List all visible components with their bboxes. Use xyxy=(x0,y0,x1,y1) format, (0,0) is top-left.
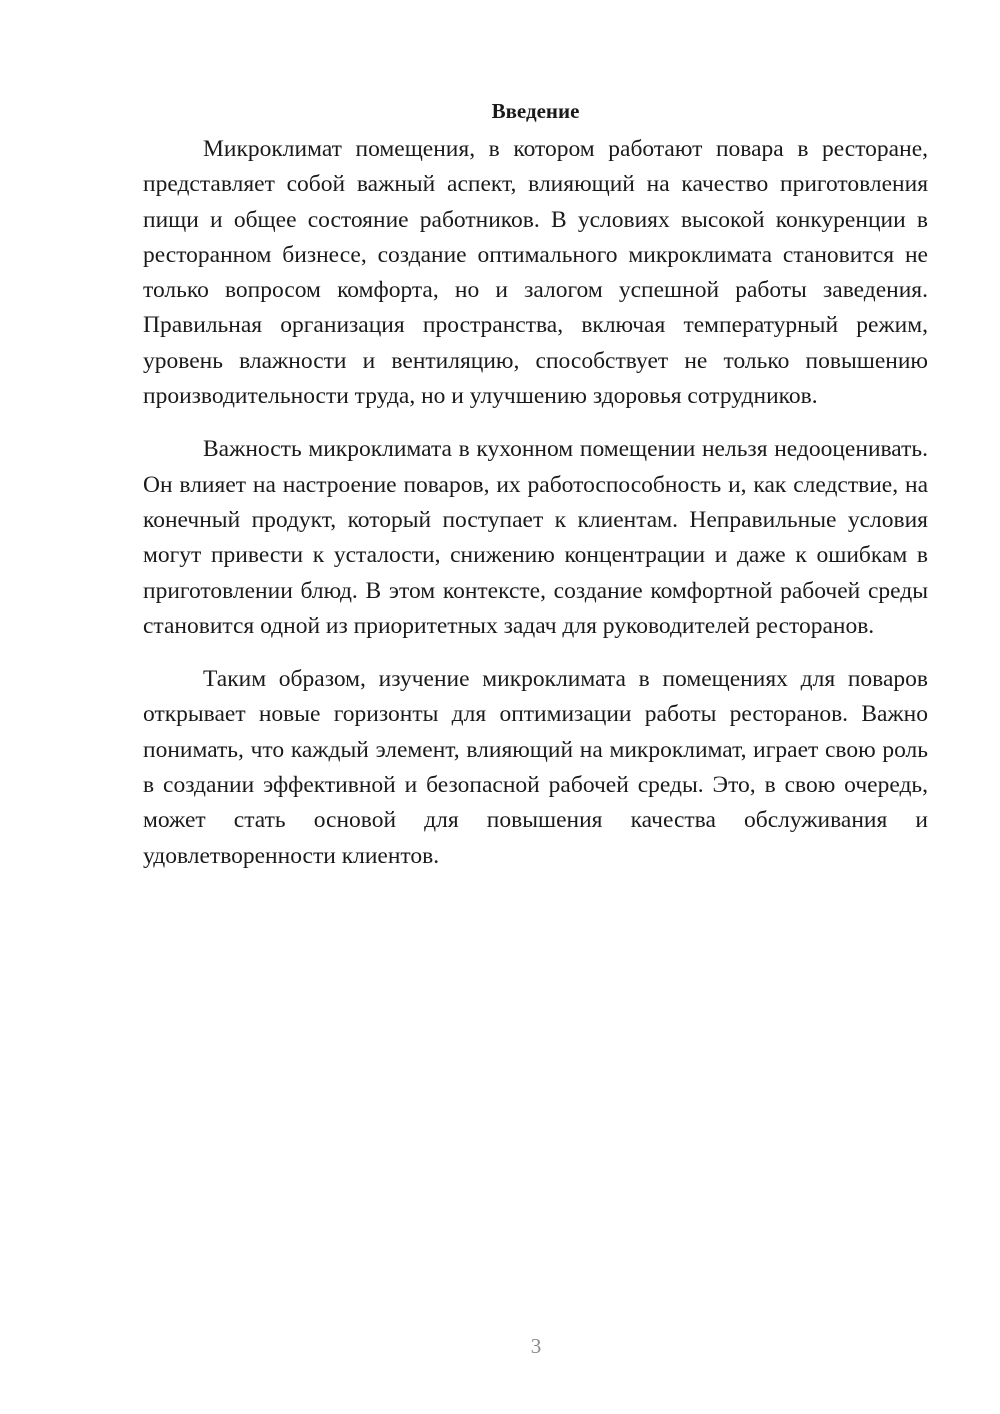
paragraph-1: Микроклимат помещения, в котором работают повара в ресторане, представляет собой важный аспект, влияющий на качество приготовления пищи и общее состояние работников. В условиях высокой конкуренции в ресторанном бизнесе, создание оптимального микроклимата становится не только вопросом комфорта, но и залогом успешной работы заведения. Правильная организация пространства, включая температурный режим, уровень влажности и вентиляцию, способствует не только повышению производительности труда, но и улучшению здоровья сотрудников. xyxy=(143,136,928,410)
paragraph-2: Важность микроклимата в кухонном помещении нельзя недооценивать. Он влияет на настроение поваров, их работоспособность и, как следствие, на конечный продукт, который поступает к клиентам. Неправильные условия могут привести к усталости, снижению концентрации и даже к ошибкам в приготовлении блюд. В этом контексте, создание комфортной рабочей среды становится одной из приоритетных задач для руководителей ресторанов. xyxy=(143,436,928,639)
paragraph-3: Таким образом, изучение микроклимата в помещениях для поваров открывает новые горизонты для оптимизации работы ресторанов. Важно понимать, что каждый элемент, влияющий на микроклимат, играет свою роль в создании эффективной и безопасной рабочей среды. Это, в свою очередь, может стать основой для повышения качества обслуживания и удовлетворенности клиентов. xyxy=(143,666,928,869)
section-heading: Введение xyxy=(491,99,580,123)
document-page xyxy=(143,96,928,892)
page-number: 3 xyxy=(530,1334,542,1358)
